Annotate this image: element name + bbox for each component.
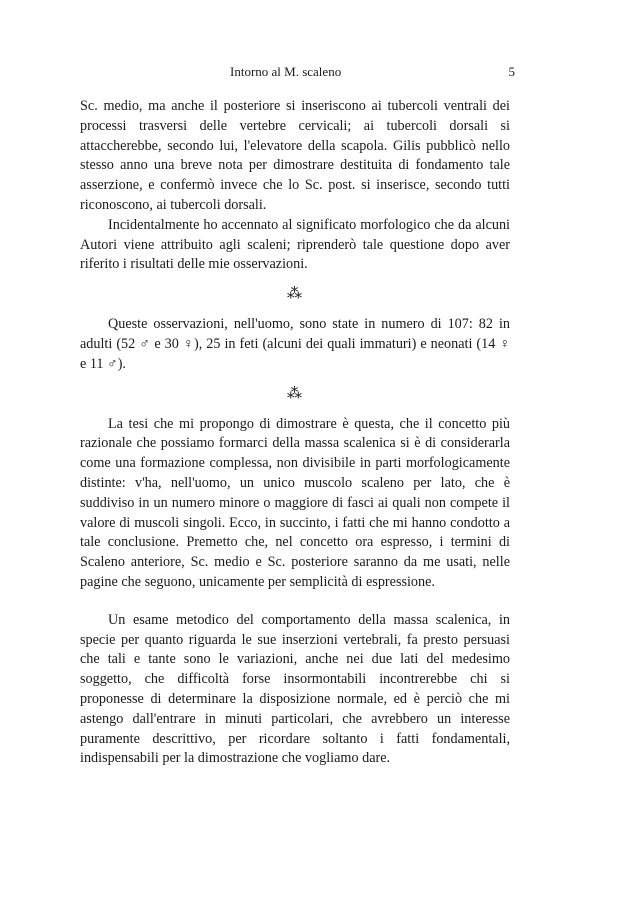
asterism-separator-1: [80, 287, 510, 301]
body-text: [80, 97, 510, 769]
paragraph-4: La tesi che mi propongo di dimostrare è questa, che il concetto più razionale che possiamo formarci della massa scalenica si è di considerarla come una formazione complessa, non divisibile in parti morfologicamente distinte: v'ha, nell'uomo, un unico muscolo scaleno per lato, che è suddiviso in un numero minore o maggiore di fasci ai quali non compete il valore di muscoli singoli. Ecco, in succinto, i fatti che mi hanno condotto a tale conclusione. Premetto che, nel concetto ora espresso, i termini di Scaleno anteriore, Sc. medio e Sc. posteriore saranno da me usati, nelle pagine che seguono, unicamente per semplicità di espressione.: [80, 415, 510, 590]
page-header: [80, 64, 515, 82]
asterism-icon: ⁂: [287, 385, 303, 402]
paragraph-2: Incidentalmente ho accennato al significato morfologico che da alcuni Autori viene attribuito agli scaleni; riprenderò tale questione dopo aver riferito i risultati delle mie osservazioni.: [80, 216, 510, 273]
paragraph-1: Sc. medio, ma anche il posteriore si inseriscono ai tubercoli ventrali dei processi trasversi delle vertebre cervicali; ai tubercoli dorsali si attaccherebbe, secondo lui, l'elevatore della scapola. Gilis pubblicò nello stesso anno una breve nota per dimostrare destituita di fondamento tale asserzione, e confermò invece che lo Sc. post. si inserisce, secondo tutti riconoscono, ai tubercoli dorsali.: [80, 98, 510, 213]
paragraph-5: Un esame metodico del comportamento della massa scalenica, in specie per quanto riguarda le sue inserzioni vertebrali, fa presto persuasi che tali e tante sono le variazioni, anche nei due lati del medesimo soggetto, che difficoltà forse insormontabili incontrerebbe chi si proponesse di determinare la disposizione normale, ed è perciò che mi astengo dall'entrare in minuti particolari, che avrebbero un interesse puramente descrittivo, per ricordare soltanto i fatti fondamentali, indispensabili per la dimostrazione che vogliamo dare.: [80, 611, 510, 767]
page-number: 5: [508, 64, 515, 79]
paragraph-3: Queste osservazioni, nell'uomo, sono state in numero di 107: 82 in adulti (52 ♂ e 30 ♀), 25 in feti (alcuni dei quali immaturi) e neonati (14 ♀ e 11 ♂).: [80, 316, 510, 372]
asterism-icon: ⁂: [287, 286, 303, 303]
paragraph-gap: [80, 593, 510, 611]
running-title: Intorno al M. scaleno: [230, 64, 342, 79]
asterism-separator-2: [80, 387, 510, 401]
